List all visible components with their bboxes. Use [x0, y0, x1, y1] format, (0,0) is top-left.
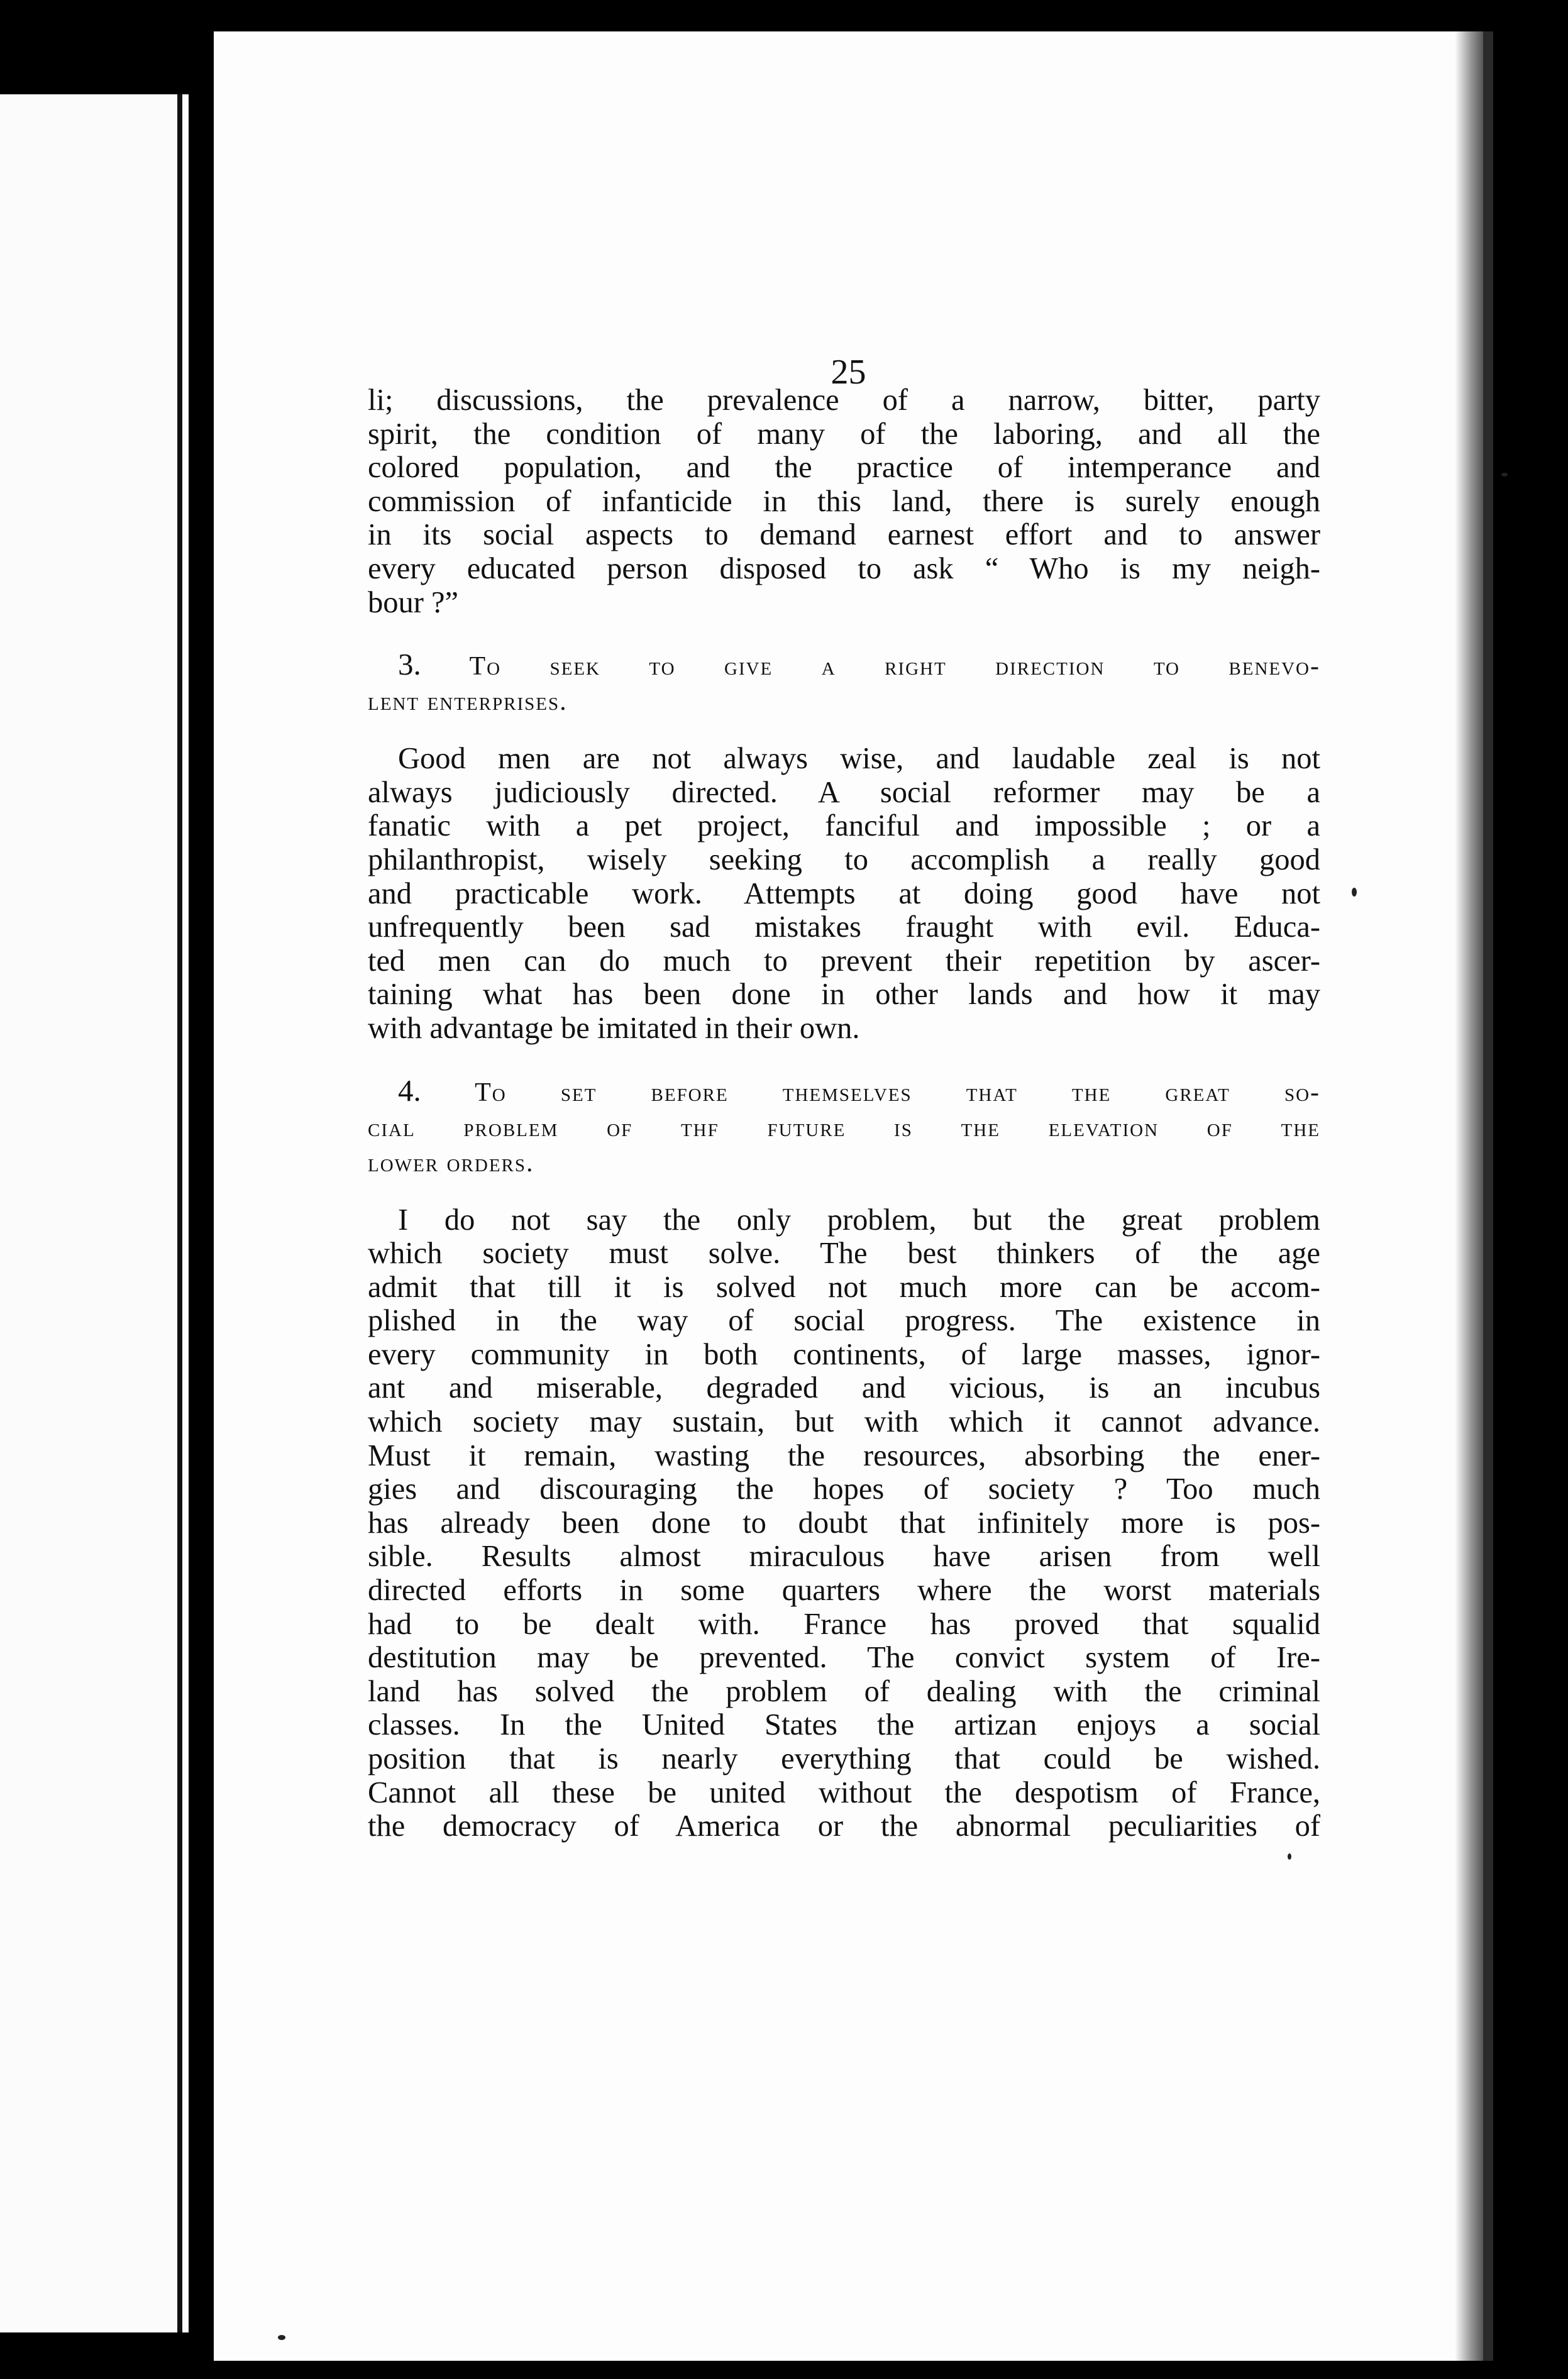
text-line: every educated person disposed to ask “ Who is my neigh-	[368, 551, 1320, 585]
text-line: taining what has been done in other lands and how it may	[368, 978, 1320, 1012]
heading-line: cial problem of thf future is the elevation of the	[368, 1113, 1320, 1142]
text-line: philanthropist, wisely seeking to accomplish a really good	[368, 842, 1320, 876]
text-line: gies and discouraging the hopes of society ? Too much	[368, 1472, 1320, 1506]
text-line: with advantage be imitated in their own.	[368, 1011, 860, 1045]
text-line: land has solved the problem of dealing with the criminal	[368, 1674, 1320, 1708]
text-line: destitution may be prevented. The convict system of Ire-	[368, 1641, 1320, 1675]
heading-number: 3.	[398, 647, 421, 682]
text-line: commission of infanticide in this land, there is surely enough	[368, 484, 1320, 518]
text-line: directed efforts in some quarters where the worst materials	[368, 1574, 1320, 1608]
page-number: 25	[831, 353, 866, 392]
text-line: classes. In the United States the artizan enjoys a social	[368, 1708, 1320, 1742]
text-line: ted men can do much to prevent their repetition by ascer-	[368, 944, 1320, 978]
ink-speck	[278, 2335, 285, 2340]
text-line: in its social aspects to demand earnest effort and to answer	[368, 518, 1320, 552]
text-line: sible. Results almost miraculous have arisen from well	[368, 1540, 1320, 1574]
text-line: every community in both continents, of large masses, ignor-	[368, 1337, 1320, 1371]
text-line: position that is nearly everything that could be wished.	[368, 1742, 1320, 1775]
heading-line	[368, 647, 1320, 684]
page-body	[368, 384, 1320, 1843]
ink-speck	[1352, 888, 1357, 897]
text-line: I do not say the only problem, but the great problem	[398, 1203, 1320, 1237]
heading-number: 4.	[398, 1073, 421, 1108]
text-line: the democracy of America or the abnormal peculiarities of	[368, 1809, 1320, 1843]
ink-speck	[1288, 1853, 1291, 1860]
text-line: which society may sustain, but with which it cannot advance.	[368, 1405, 1320, 1439]
paragraph-3	[368, 1203, 1320, 1843]
text-line: colored population, and the practice of intemperance and	[368, 451, 1320, 485]
text-line: which society must solve. The best thinkers of the age	[368, 1237, 1320, 1271]
text-line: unfrequently been sad mistakes fraught with evil. Educa-	[368, 910, 1320, 944]
heading-text: To seek to give a right direction to benevo-	[469, 652, 1320, 682]
text-line: fanatic with a pet project, fanciful and impossible ; or a	[368, 809, 1320, 843]
text-line: li; discussions, the prevalence of a narrow, bitter, party	[368, 384, 1320, 417]
text-line: has already been done to doubt that infinitely more is pos-	[368, 1506, 1320, 1540]
text-line: always judiciously directed. A social reformer may be a	[368, 775, 1320, 809]
heading-line	[368, 1073, 1320, 1110]
text-line: and practicable work. Attempts at doing good have not	[368, 876, 1320, 910]
heading-line: lent enterprises.	[368, 687, 568, 717]
heading-text: To set before themselves that the great so-	[475, 1078, 1320, 1107]
text-line: Good men are not always wise, and laudable zeal is not	[398, 742, 1320, 776]
text-line: bour ?”	[368, 585, 459, 619]
facing-page-edge	[0, 94, 189, 2332]
text-line: ant and miserable, degraded and vicious, is an incubus	[368, 1371, 1320, 1405]
section-heading-3	[368, 647, 1320, 719]
heading-line: lower orders.	[368, 1148, 534, 1178]
paragraph-2	[368, 742, 1320, 1045]
paragraph-1	[368, 384, 1320, 619]
text-line: admit that till it is solved not much more can be accom-	[368, 1270, 1320, 1304]
text-line: Must it remain, wasting the resources, absorbing the ener-	[368, 1438, 1320, 1472]
text-line: spirit, the condition of many of the laboring, and all the	[368, 417, 1320, 451]
text-line: had to be dealt with. France has proved that squalid	[368, 1607, 1320, 1641]
section-heading-4	[368, 1073, 1320, 1181]
text-line: Cannot all these be united without the despotism of France,	[368, 1775, 1320, 1809]
ink-speck	[1501, 473, 1508, 477]
text-line: plished in the way of social progress. The existence in	[368, 1304, 1320, 1338]
